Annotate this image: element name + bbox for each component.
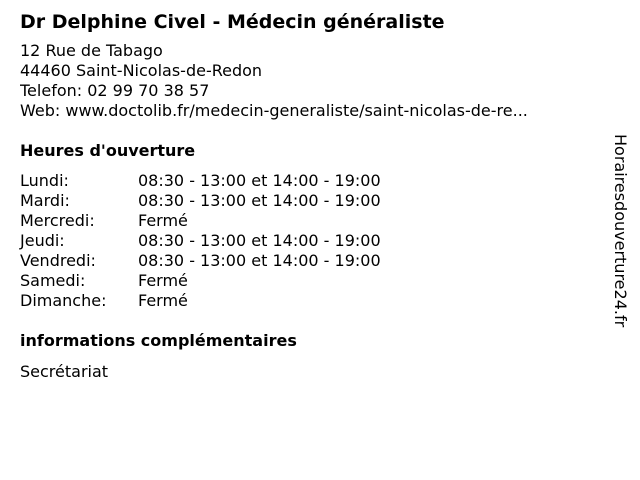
hours-row-dimanche — [20, 291, 600, 311]
hours-row-mardi — [20, 191, 600, 211]
day-label: Samedi: — [20, 271, 86, 290]
opening-hours-title: Heures d'ouverture — [20, 141, 196, 160]
business-card — [20, 9, 600, 382]
additional-info-text: Secrétariat — [20, 362, 109, 381]
time-value: Fermé — [138, 271, 188, 290]
street-address: 12 Rue de Tabago — [20, 41, 163, 60]
day-label: Mardi: — [20, 191, 70, 210]
hours-row-lundi — [20, 171, 600, 191]
time-value: 08:30 - 13:00 et 14:00 - 19:00 — [138, 171, 381, 190]
day-label: Vendredi: — [20, 251, 96, 270]
hours-row-jeudi — [20, 231, 600, 251]
hours-row-samedi — [20, 271, 600, 291]
time-value: Fermé — [138, 291, 188, 310]
day-label: Jeudi: — [20, 231, 65, 250]
hours-row-vendredi — [20, 251, 600, 271]
additional-info-title: informations complémentaires — [20, 331, 297, 350]
page-title: Dr Delphine Civel - Médecin généraliste — [20, 11, 445, 33]
site-watermark: Horairesdouverture24.fr — [611, 134, 630, 328]
day-label: Mercredi: — [20, 211, 95, 230]
address-block — [20, 41, 600, 121]
city-address: 44460 Saint-Nicolas-de-Redon — [20, 61, 263, 80]
day-label: Dimanche: — [20, 291, 107, 310]
website-link[interactable]: Web: www.doctolib.fr/medecin-generaliste/saint-nicolas-de-re... — [20, 101, 528, 120]
time-value: Fermé — [138, 211, 188, 230]
hours-row-mercredi — [20, 211, 600, 231]
time-value: 08:30 - 13:00 et 14:00 - 19:00 — [138, 251, 381, 270]
opening-hours-table — [20, 171, 600, 311]
time-value: 08:30 - 13:00 et 14:00 - 19:00 — [138, 231, 381, 250]
phone-number[interactable]: Telefon: 02 99 70 38 57 — [20, 81, 210, 100]
day-label: Lundi: — [20, 171, 69, 190]
time-value: 08:30 - 13:00 et 14:00 - 19:00 — [138, 191, 381, 210]
